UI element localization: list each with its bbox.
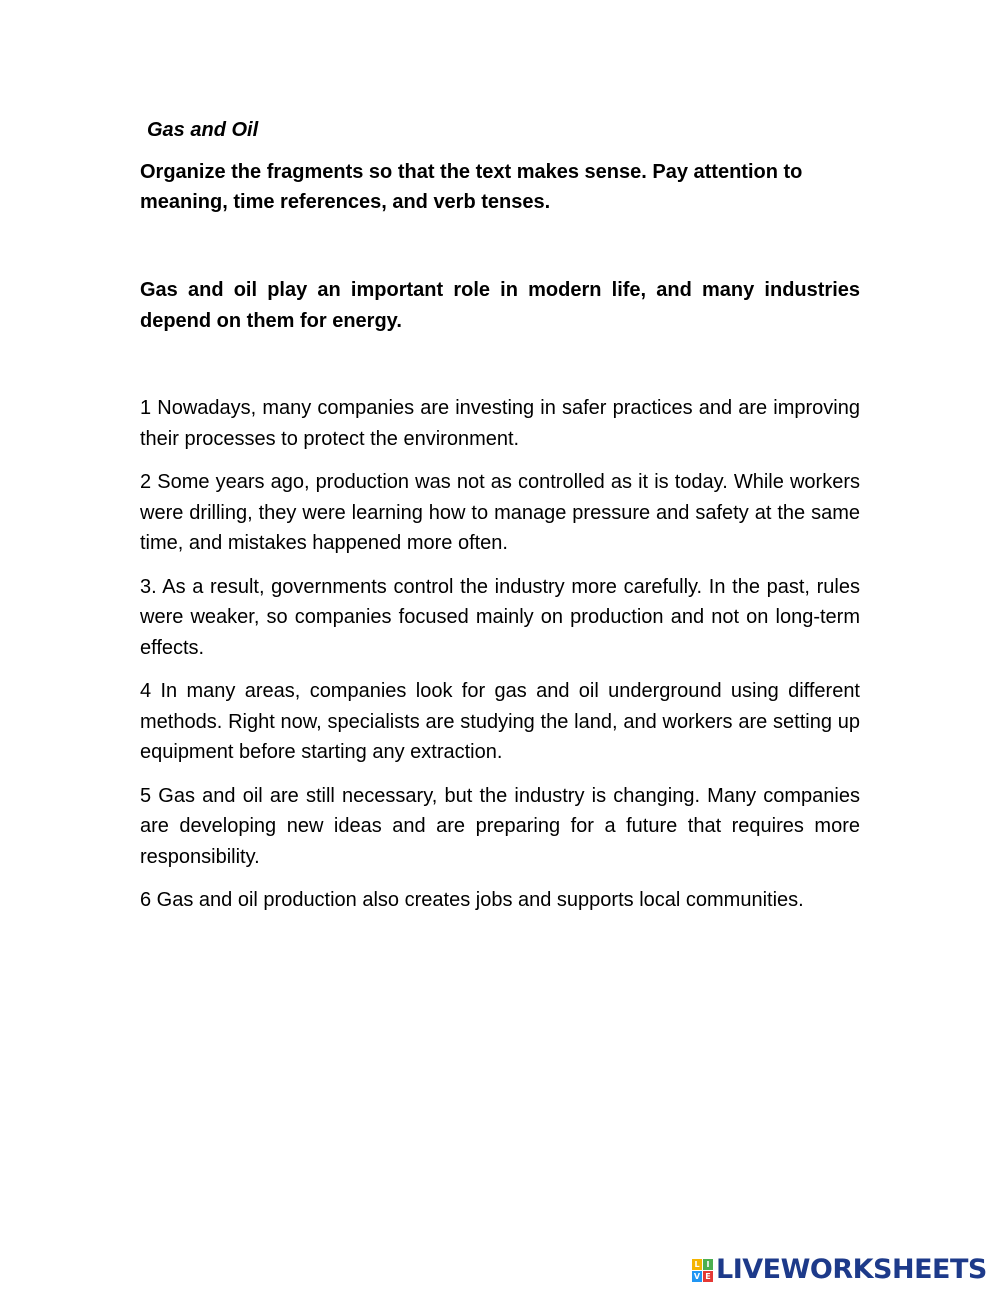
liveworksheets-logo [692,1255,987,1285]
fragment-item: 3. As a result, governments control the industry more carefully. In the past, rules were weaker, so companies focused mainly on production and not on long-term effects. [140,575,860,659]
fragment-item: 6 Gas and oil production also creates jobs and supports local communities. [140,889,804,911]
fragment-item: 2 Some years ago, production was not as controlled as it is today. While workers were drilling, they were learning how to manage pressure and safety at the same time, and mistakes happened more often. [140,471,860,554]
fragment-item: 1 Nowadays, many companies are investing in safer practices and are improving their processes to protect the environment. [140,397,860,450]
logo-block: L [692,1259,702,1270]
instructions-text: Organize the fragments so that the text makes sense. Pay attention to meaning, time references, and verb tenses. [140,161,803,213]
document-title: Gas and Oil [147,119,259,141]
logo-blocks-icon [692,1259,713,1282]
fragment-item: 5 Gas and oil are still necessary, but the industry is changing. Many companies are developing new ideas and are preparing for a future that requires more responsibility. [140,784,860,868]
logo-block: E [703,1271,713,1282]
logo-block: V [693,1271,701,1281]
logo-block: I [703,1259,713,1270]
fragment-list [140,393,860,929]
intro-sentence: Gas and oil play an important role in modern life, and many industries depend on them for energy. [140,279,860,332]
fragment-item: 4 In many areas, companies look for gas and oil underground using different methods. Right now, specialists are studying the land, and workers are setting up equipment before starting any extraction. [140,680,860,763]
logo-text: LIVEWORKSHEETS [716,1254,987,1285]
